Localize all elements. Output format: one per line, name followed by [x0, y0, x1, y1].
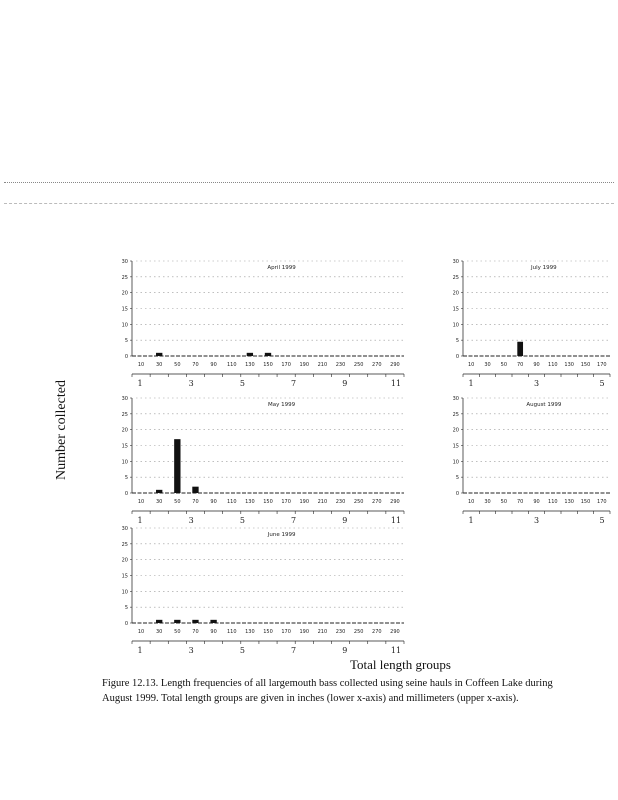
x-tick-label-inch: 5	[599, 516, 605, 525]
x-tick-label-mm: 90	[533, 362, 540, 368]
y-tick-label: 5	[455, 338, 459, 345]
x-tick-label-mm: 270	[372, 629, 382, 635]
x-tick-label-mm: 30	[156, 362, 163, 368]
y-tick-label: 15	[452, 306, 459, 313]
panel-title: August 1999	[526, 402, 562, 408]
x-tick-label-mm: 170	[281, 629, 291, 635]
x-tick-label-inch: 7	[291, 646, 297, 655]
y-axis-label: Number collected	[54, 380, 69, 480]
y-tick-label: 20	[121, 427, 128, 434]
x-tick-label-mm: 50	[174, 629, 181, 635]
y-tick-label: 30	[452, 259, 459, 265]
x-tick-label-mm: 10	[467, 362, 475, 368]
x-tick-label-mm: 290	[390, 629, 400, 635]
x-tick-label-mm: 230	[335, 362, 346, 368]
x-tick-label-inch: 11	[390, 516, 402, 525]
x-tick-label-mm: 70	[516, 499, 524, 505]
x-tick-label-mm: 30	[156, 629, 163, 635]
x-tick-label-mm: 170	[597, 362, 607, 368]
x-tick-label-mm: 130	[564, 499, 574, 505]
x-tick-label-inch: 11	[390, 646, 402, 655]
bar	[210, 620, 216, 623]
x-tick-label-mm: 90	[210, 629, 217, 635]
bar	[174, 620, 180, 623]
x-axis-label: Total length groups	[350, 657, 451, 672]
y-tick-label: 20	[452, 427, 459, 434]
y-tick-label: 25	[121, 274, 128, 281]
x-tick-label-mm: 210	[317, 499, 328, 505]
y-tick-label: 0	[124, 354, 128, 360]
x-tick-label-mm: 190	[299, 362, 310, 368]
bar	[156, 490, 162, 493]
caption-line-2: August 1999. Total length groups are given in inches (lower x-axis) and millimeters (upper x-axis).	[102, 693, 519, 704]
x-tick-label-inch: 3	[533, 516, 540, 525]
x-tick-label-mm: 50	[174, 499, 181, 505]
x-tick-label-mm: 170	[281, 362, 291, 368]
y-tick-label: 15	[121, 443, 128, 450]
x-tick-label-inch: 1	[137, 646, 143, 655]
y-tick-label: 30	[121, 396, 128, 402]
x-tick-label-mm: 70	[192, 362, 199, 368]
x-tick-label-mm: 150	[263, 499, 273, 505]
bar	[247, 353, 253, 356]
x-tick-label-mm: 270	[372, 499, 382, 505]
x-tick-label-mm: 150	[263, 362, 273, 368]
x-tick-label-mm: 50	[500, 362, 508, 368]
x-tick-label-mm: 270	[372, 362, 382, 368]
y-tick-label: 5	[124, 475, 128, 482]
y-tick-label: 20	[121, 557, 128, 564]
y-tick-label: 25	[121, 411, 128, 418]
x-tick-label-mm: 130	[564, 362, 574, 368]
bar	[156, 353, 162, 356]
x-tick-label-mm: 90	[210, 362, 217, 368]
x-tick-label-mm: 210	[317, 629, 328, 635]
y-tick-label: 30	[121, 526, 128, 532]
x-tick-label-mm: 110	[548, 362, 558, 368]
x-tick-label-mm: 70	[192, 499, 199, 505]
y-tick-label: 5	[124, 338, 128, 345]
x-tick-label-inch: 5	[239, 379, 245, 388]
y-tick-label: 15	[452, 443, 459, 450]
panel-title: April 1999	[267, 265, 296, 271]
x-tick-label-inch: 11	[390, 379, 402, 388]
x-tick-label-mm: 90	[210, 499, 217, 505]
x-tick-label-mm: 190	[299, 499, 310, 505]
x-tick-label-inch: 1	[468, 379, 474, 388]
x-tick-label-mm: 190	[299, 629, 310, 635]
y-tick-label: 15	[121, 573, 128, 580]
x-tick-label-inch: 9	[342, 516, 348, 525]
chart-april	[112, 253, 412, 388]
y-tick-label: 0	[455, 354, 459, 360]
scan-noise-line	[4, 203, 614, 204]
x-tick-label-mm: 210	[317, 362, 328, 368]
x-tick-label-inch: 5	[239, 646, 245, 655]
bar	[265, 353, 271, 356]
panel-title: July 1999	[531, 265, 557, 271]
x-tick-label-mm: 170	[597, 499, 607, 505]
x-tick-label-mm: 30	[484, 362, 491, 368]
x-tick-label-mm: 30	[484, 499, 491, 505]
chart-august	[443, 390, 618, 525]
x-tick-label-inch: 3	[188, 379, 194, 388]
y-tick-label: 20	[452, 290, 459, 297]
x-tick-label-mm: 110	[548, 499, 558, 505]
x-tick-label-inch: 3	[188, 516, 194, 525]
y-tick-label: 15	[121, 306, 128, 313]
x-tick-label-mm: 70	[192, 629, 199, 635]
x-tick-label-mm: 250	[353, 499, 364, 505]
x-tick-label-inch: 1	[137, 516, 143, 525]
x-tick-label-mm: 10	[137, 629, 145, 635]
y-tick-label: 25	[121, 541, 128, 548]
x-tick-label-mm: 150	[263, 629, 273, 635]
bar	[156, 620, 162, 623]
x-tick-label-mm: 230	[335, 499, 346, 505]
x-tick-label-mm: 10	[137, 362, 145, 368]
x-tick-label-mm: 50	[500, 499, 508, 505]
x-tick-label-inch: 7	[291, 379, 297, 388]
x-tick-label-inch: 5	[599, 379, 605, 388]
scan-noise-line	[4, 182, 614, 183]
x-tick-label-mm: 130	[245, 629, 255, 635]
y-tick-label: 10	[121, 322, 128, 329]
y-tick-label: 25	[452, 411, 459, 418]
x-tick-label-inch: 3	[533, 379, 540, 388]
x-tick-label-mm: 250	[353, 629, 364, 635]
y-tick-label: 10	[452, 459, 459, 466]
bar	[192, 487, 198, 493]
x-tick-label-mm: 130	[245, 362, 255, 368]
x-tick-label-inch: 9	[342, 646, 348, 655]
x-tick-label-mm: 150	[580, 362, 591, 368]
x-tick-label-mm: 90	[533, 499, 540, 505]
x-tick-label-mm: 30	[156, 499, 163, 505]
x-tick-label-inch: 3	[188, 646, 194, 655]
x-tick-label-mm: 150	[580, 499, 591, 505]
figure-caption	[102, 676, 616, 706]
chart-july	[443, 253, 618, 388]
x-tick-label-mm: 110	[226, 629, 237, 635]
x-tick-label-mm: 10	[467, 499, 475, 505]
x-tick-label-mm: 290	[390, 362, 400, 368]
x-tick-label-mm: 50	[174, 362, 181, 368]
x-tick-label-mm: 110	[226, 499, 237, 505]
x-tick-label-mm: 130	[245, 499, 255, 505]
x-tick-label-inch: 1	[468, 516, 474, 525]
bar	[517, 342, 523, 356]
y-tick-label: 5	[124, 605, 128, 612]
y-tick-label: 0	[124, 621, 128, 627]
x-tick-label-inch: 5	[239, 516, 245, 525]
y-tick-label: 30	[121, 259, 128, 265]
chart-may	[112, 390, 412, 525]
y-tick-label: 25	[452, 274, 459, 281]
x-tick-label-mm: 290	[390, 499, 400, 505]
chart-june	[112, 520, 412, 655]
y-tick-label: 0	[124, 491, 128, 497]
x-tick-label-mm: 170	[281, 499, 291, 505]
x-tick-label-mm: 250	[353, 362, 364, 368]
x-tick-label-mm: 70	[516, 362, 524, 368]
y-tick-label: 10	[452, 322, 459, 329]
y-tick-label: 10	[121, 459, 128, 466]
y-tick-label: 5	[455, 475, 459, 482]
y-tick-label: 20	[121, 290, 128, 297]
bar	[192, 620, 198, 623]
y-tick-label: 0	[455, 491, 459, 497]
caption-line-1: Figure 12.13. Length frequencies of all largemouth bass collected using seine hauls in Coffeen Lake during	[102, 678, 553, 689]
x-tick-label-mm: 110	[226, 362, 237, 368]
x-tick-label-inch: 1	[137, 379, 143, 388]
x-tick-label-mm: 230	[335, 629, 346, 635]
y-tick-label: 30	[452, 396, 459, 402]
x-tick-label-inch: 7	[291, 516, 297, 525]
panel-title: June 1999	[267, 532, 296, 538]
y-tick-label: 10	[121, 589, 128, 596]
bar	[174, 439, 180, 493]
panel-title: May 1999	[268, 402, 296, 408]
x-tick-label-mm: 10	[137, 499, 145, 505]
x-tick-label-inch: 9	[342, 379, 348, 388]
